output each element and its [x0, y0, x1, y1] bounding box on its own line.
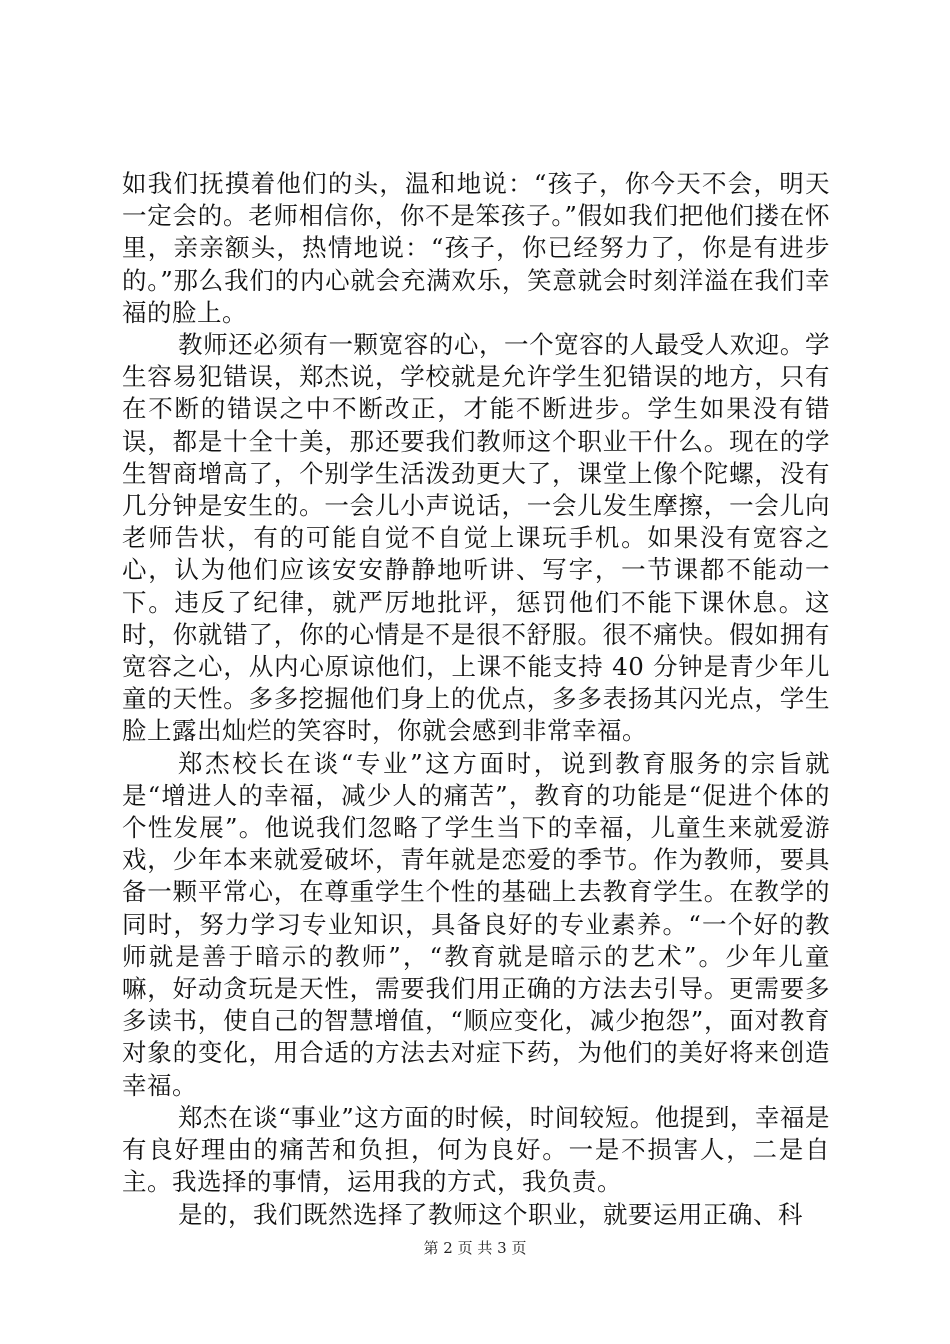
page-number-footer: 第 2 页 共 3 页	[423, 1239, 527, 1257]
paragraph-5: 是的，我们既然选择了教师这个职业，就要运用正确、科	[178, 1199, 803, 1229]
paragraph-1: 如我们抚摸着他们的头，温和地说：“孩子，你今天不会，明天一定会的。老师相信你，你不是笨孩子。”假如我们把他们搂在怀里，亲亲额头，热情地说：“孩子，你已经努力了，你是有进步的。”那么我们的内心就会充满欢乐，笑意就会时刻洋溢在我们幸福的脸上。	[122, 169, 830, 327]
document-body	[122, 168, 830, 1231]
paragraph-4: 郑杰在谈“事业”这方面的时候，时间较短。他提到，幸福是有良好理由的痛苦和负担，何为良好。一是不损害人，二是自主。我选择的事情，运用我的方式，我负责。	[122, 1102, 830, 1197]
paragraph-2: 教师还必须有一颗宽容的心，一个宽容的人最受人欢迎。学生容易犯错误，郑杰说，学校就是允许学生犯错误的地方，只有在不断的错误之中不断改正，才能不断进步。学生如果没有错误，都是十全十美，那还要我们教师这个职业干什么。现在的学生智商增高了，个别学生活泼劲更大了，课堂上像个陀螺，没有几分钟是安生的。一会儿小声说话，一会儿发生摩擦，一会儿向老师告状，有的可能自觉不自觉上课玩手机。如果没有宽容之心，认为他们应该安安静静地听讲、写字，一节课都不能动一下。违反了纪律，就严厉地批评，惩罚他们不能下课休息。这时，你就错了，你的心情是不是很不舒服。很不痛快。假如拥有宽容之心，从内心原谅他们，上课不能支持 40 分钟是青少年儿童的天性。多多挖掘他们身上的优点，多多表扬其闪光点，学生脸上露出灿烂的笑容时，你就会感到非常幸福。	[122, 330, 830, 746]
paragraph-3: 郑杰校长在谈“专业”这方面时，说到教育服务的宗旨就是“增进人的幸福，减少人的痛苦”，教育的功能是“促进个体的个性发展”。他说我们忽略了学生当下的幸福，儿童生来就爱游戏，少年本来就爱破坏，青年就是恋爱的季节。作为教师，要具备一颗平常心，在尊重学生个性的基础上去教育学生。在教学的同时，努力学习专业知识，具备良好的专业素养。“一个好的教师就是善于暗示的教师”，“教育就是暗示的艺术”。少年儿童嘛，好动贪玩是天性，需要我们用正确的方法去引导。更需要多多读书，使自己的智慧增值，“顺应变化，减少抱怨”，面对教育对象的变化，用合适的方法去对症下药，为他们的美好将来创造幸福。	[122, 748, 830, 1100]
